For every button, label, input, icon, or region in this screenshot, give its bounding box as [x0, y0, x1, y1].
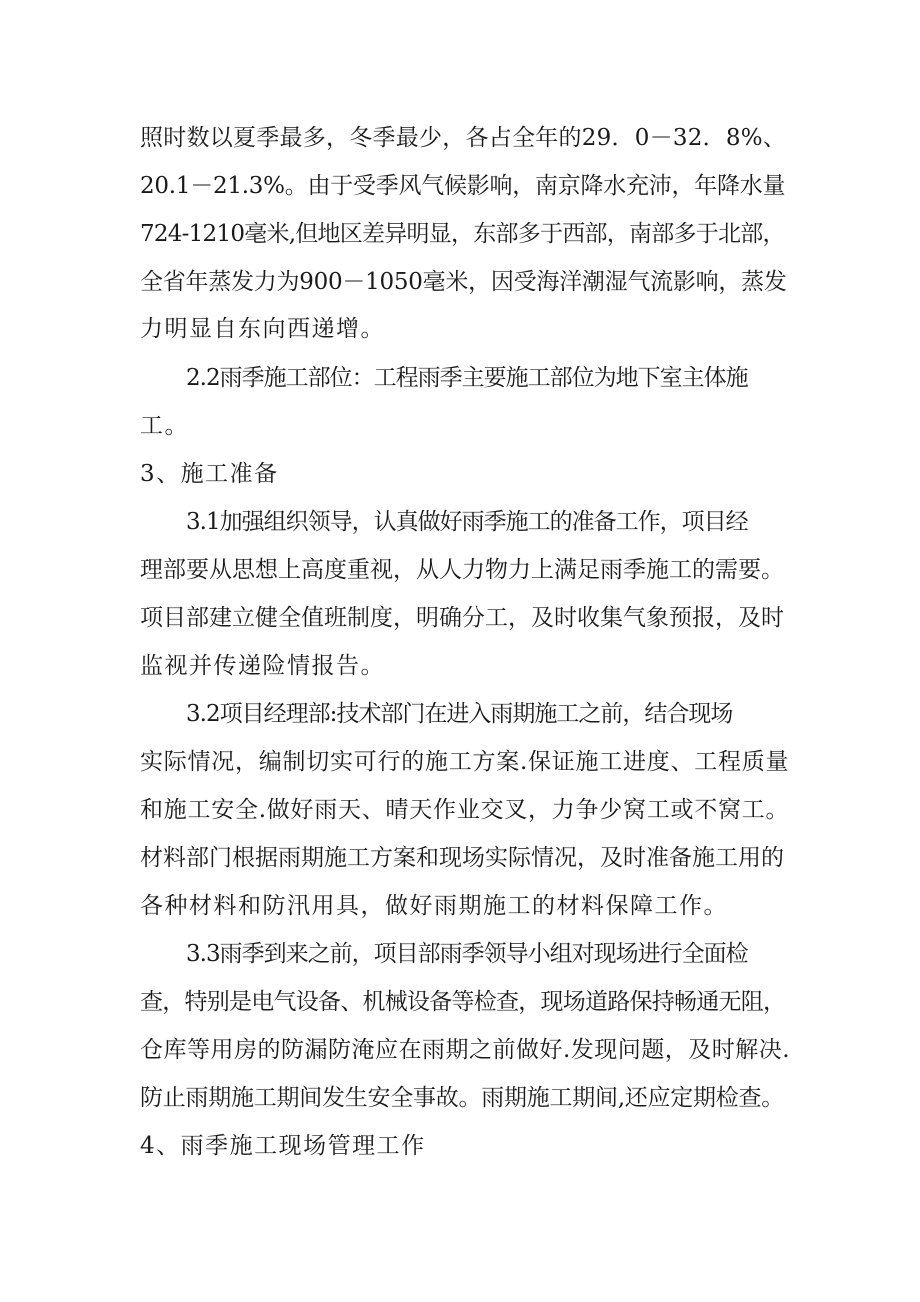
paragraph-2-2-first-line: 2.2雨季施工部位：工程雨季主要施工部位为地下室主体施	[186, 365, 748, 391]
text-line: 20.1－21.3%。由于受季风气候影响，南京降水充沛，年降水量	[140, 173, 786, 199]
paragraph-3-3-first-line: 3.3雨季到来之前，项目部雨季领导小组对现场进行全面检	[186, 941, 748, 967]
section-heading-3: 3、施工准备	[140, 461, 279, 487]
text-line: 材料部门根据雨期施工方案和现场实际情况，及时准备施工用的	[140, 845, 784, 871]
text-line: 防止雨期施工期间发生安全事故。雨期施工期间,还应定期检查。	[140, 1085, 785, 1111]
text-line: 理部要从思想上高度重视，从人力物力上满足雨季施工的需要。	[140, 557, 784, 583]
text-line: 各种材料和防汛用具，做好雨期施工的材料保障工作。	[140, 893, 728, 919]
section-heading-4: 4、雨季施工现场管理工作	[140, 1133, 426, 1159]
text-line: 照时数以夏季最多，冬季最少，各占全年的29．0－32．8%、	[140, 125, 787, 151]
text-line: 724-1210毫米,但地区差异明显，东部多于西部，南部多于北部，	[140, 221, 785, 247]
paragraph-3-2-first-line: 3.2项目经理部:技术部门在进入雨期施工之前，结合现场	[186, 701, 733, 727]
text-line: 监视并传递险情报告。	[140, 653, 385, 679]
text-line: 实际情况，编制切实可行的施工方案.保证施工进度、工程质量	[140, 749, 790, 775]
paragraph-3-1-first-line: 3.1加强组织领导，认真做好雨季施工的准备工作，项目经	[186, 509, 748, 535]
text-line: 力明显自东向西递增。	[140, 316, 385, 342]
text-line: 项目部建立健全值班制度，明确分工，及时收集气象预报，及时	[140, 605, 784, 631]
text-line: 工。	[140, 413, 189, 439]
text-line: 全省年蒸发力为900－1050毫米，因受海洋潮湿气流影响，蒸发	[140, 269, 787, 295]
text-line: 查，特别是电气设备、机械设备等检查，现场道路保持畅通无阻，	[140, 989, 786, 1015]
text-line: 仓库等用房的防漏防淹应在雨期之前做好.发现问题，及时解决.	[140, 1037, 791, 1063]
text-line: 和施工安全.做好雨天、晴天作业交叉，力争少窝工或不窝工。	[140, 797, 790, 823]
